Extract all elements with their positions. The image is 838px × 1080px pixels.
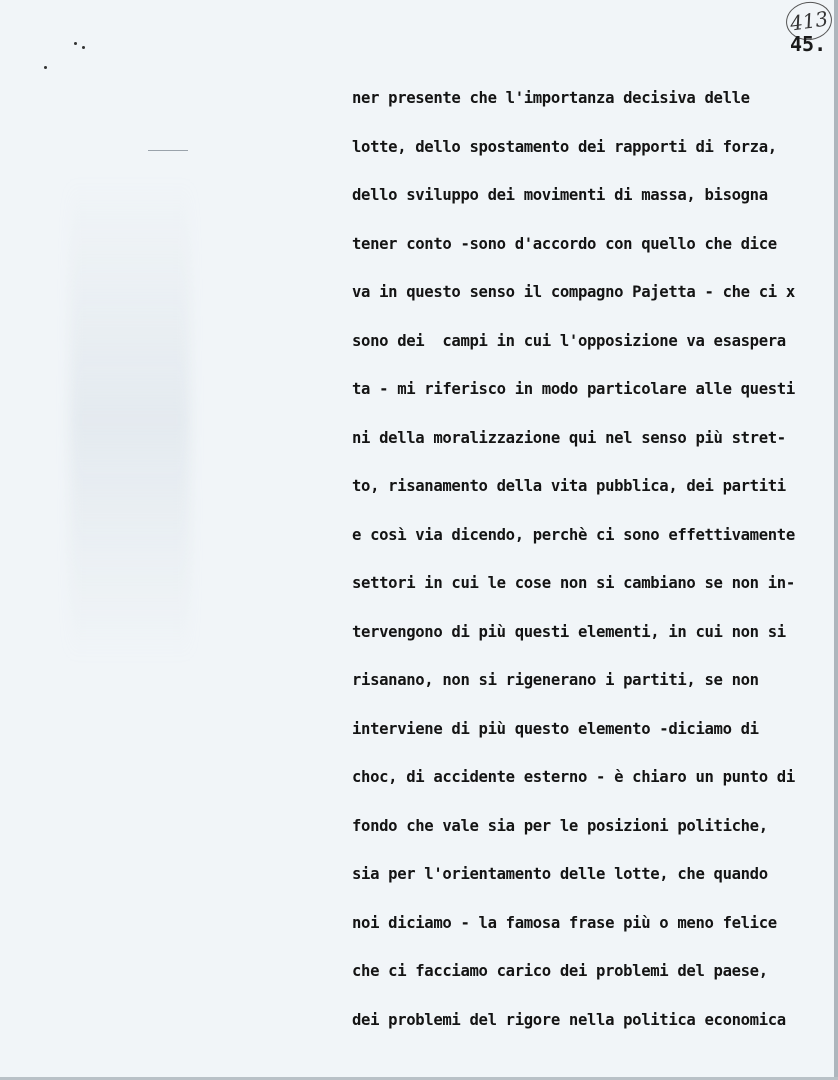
speck <box>82 46 85 49</box>
text-line: sia per l'orientamento delle lotte, che quando <box>352 865 768 883</box>
speck <box>44 66 47 69</box>
text-line: to, risanamento della vita pubblica, dei partiti <box>352 477 786 495</box>
text-line: settori in cui le cose non si cambiano se non in- <box>352 574 795 592</box>
archive-number-stamp: 413 <box>784 0 835 43</box>
text-line: choc, di accidente esterno - è chiaro un punto di <box>352 768 795 786</box>
text-line: dello sviluppo dei movimenti di massa, bisogna <box>352 186 768 204</box>
text-line: tener conto -sono d'accordo con quello che dice <box>352 234 777 253</box>
page-number: 45. <box>790 32 827 56</box>
margin-mark <box>148 150 188 151</box>
text-line: tervengono di più questi elementi, in cui non si <box>352 622 786 641</box>
text-line: sono dei campi in cui l'opposizione va esaspera <box>352 331 786 350</box>
text-line: interviene di più questo elemento -diciamo di <box>352 719 759 738</box>
text-line: va in questo senso il compagno Pajetta - che ci x <box>352 283 795 301</box>
text-line: che ci facciamo carico dei problemi del paese, <box>352 962 768 980</box>
scan-edge-right <box>834 0 838 1080</box>
text-line: ta - mi riferisco in modo particolare alle questi <box>352 380 795 398</box>
typewritten-text <box>352 84 832 1054</box>
text-line: ni della moralizzazione qui nel senso più stret- <box>352 428 786 447</box>
text-line: dei problemi del rigore nella politica economica <box>352 1010 786 1029</box>
text-line: ner presente che l'importanza decisiva delle <box>352 89 750 107</box>
text-line: fondo che vale sia per le posizioni politiche, <box>352 816 768 835</box>
paper-bleed-through <box>70 180 190 660</box>
speck <box>74 42 77 45</box>
text-line: noi diciamo - la famosa frase più o meno felice <box>352 913 777 932</box>
text-line: lotte, dello spostamento dei rapporti di forza, <box>352 137 777 156</box>
paper-specks <box>72 40 102 80</box>
text-line: e così via dicendo, perchè ci sono effettivamente <box>352 525 795 544</box>
text-line: risanano, non si rigenerano i partiti, se non <box>352 671 759 689</box>
